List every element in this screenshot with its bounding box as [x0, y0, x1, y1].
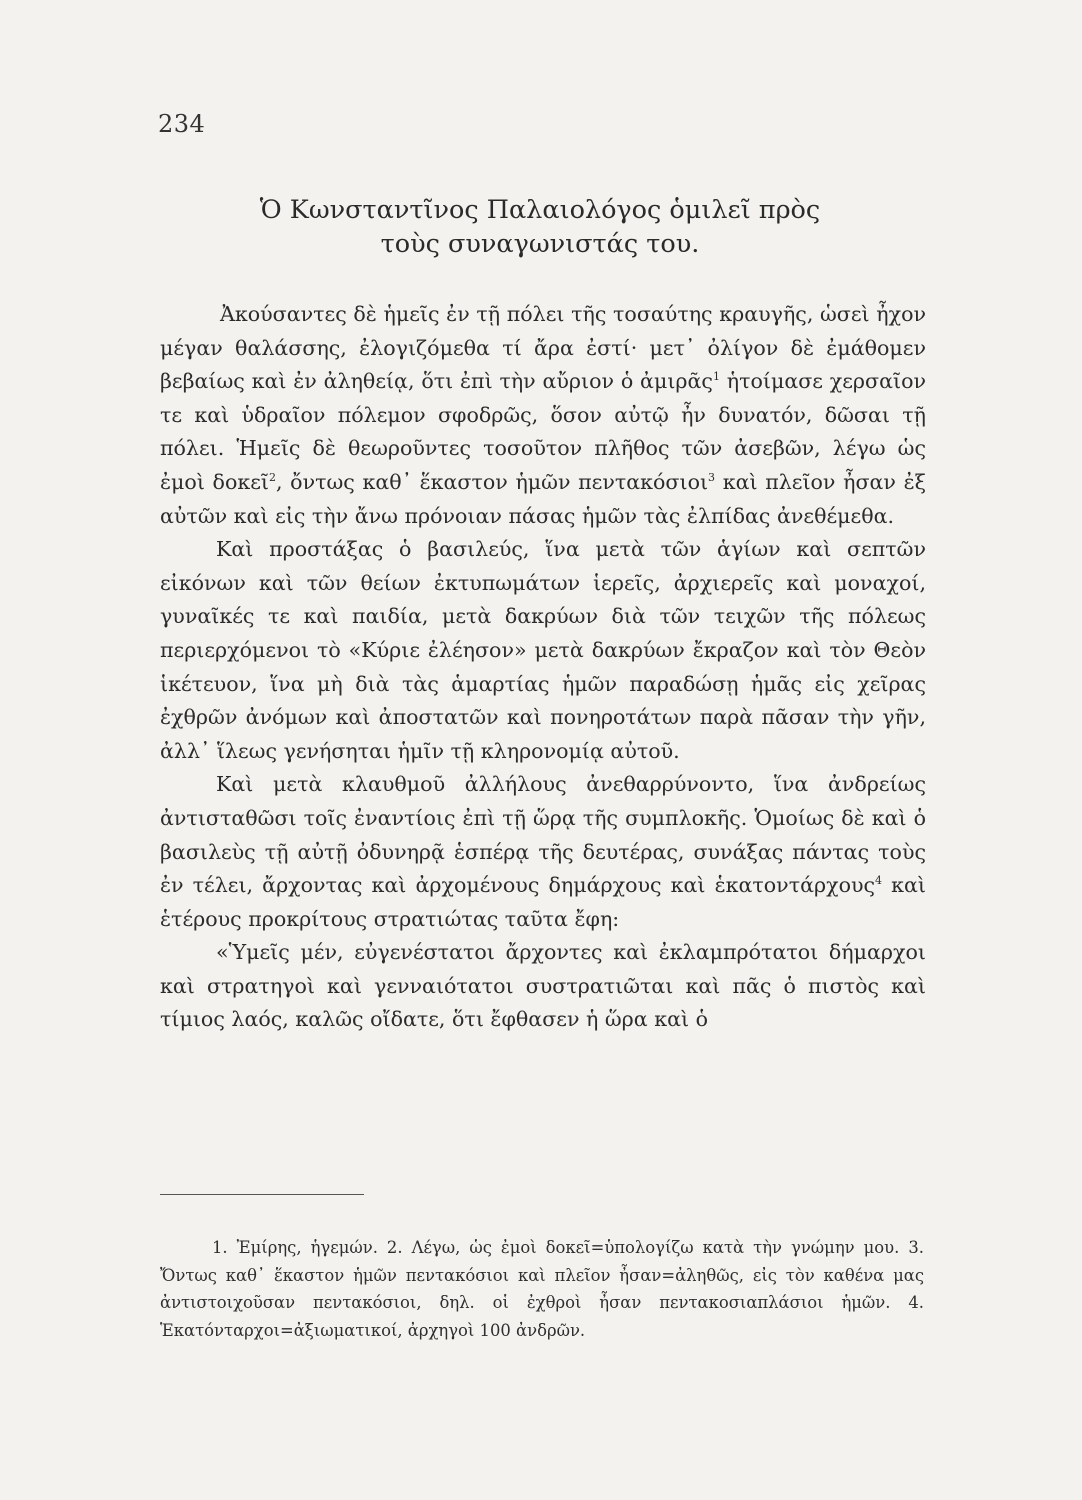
paragraph-text: , ὄντως καθ᾽ ἕκαστον ἡμῶν πεντακόσιοι — [275, 469, 709, 494]
paragraph — [160, 298, 926, 533]
paragraph-text: Καὶ προστάξας ὁ βασιλεύς, ἵνα μετὰ τῶν ἁγίων καὶ σεπτῶν εἰκόνων καὶ τῶν θείων ἐκτυπωμάτων ἱερεῖς, ἀρχιερεῖς καὶ μοναχοί, γυναῖκές τε καὶ παιδία, μετὰ δακρύων διὰ τῶν τειχῶν τῆς πόλεως περιερχόμενοι τὸ «Κύριε ἐλέησον» μετὰ δακρύων ἔκραζον καὶ τὸν Θεὸν ἱκέτευον, ἵνα μὴ διὰ τὰς ἁμαρτίας ἡμῶν παραδώσῃ ἡμᾶς εἰς χεῖρας ἐχθρῶν ἀνόμων καὶ ἀποστατῶν καὶ πονηροτάτων παρὰ πᾶσαν τὴν γῆν, ἀλλ᾽ ἵλεως γενήσηται ἡμῖν τῇ κληρονομίᾳ αὐτοῦ. — [160, 537, 926, 763]
footnotes — [160, 1234, 924, 1344]
section-title-line-1: Ὁ Κωνσταντῖνος Παλαιολόγος ὁμιλεῖ πρὸς — [259, 195, 821, 225]
footnote-divider — [160, 1194, 364, 1195]
paragraph-text: Καὶ μετὰ κλαυθμοῦ ἀλλήλους ἀνεθαρρύνοντο, ἵνα ἀνδρείως ἀντισταθῶσι τοῖς ἐναντίοις ἐπὶ τῇ ὥρᾳ τῆς συμπλοκῆς. Ὁμοίως δὲ καὶ ὁ βασιλεὺς τῇ αὐτῇ ὀδυνηρᾷ ἑσπέρᾳ τῆς δευτέρας, συνάξας πάντας τοὺς ἐν τέλει, ἄρχοντας καὶ ἀρχομένους δημάρχους καὶ ἑκατοντάρχους — [160, 772, 926, 898]
footnote-marker: 2 — [268, 471, 276, 485]
section-title-line-2: τοὺς συναγωνιστάς του. — [380, 229, 700, 259]
footnote-marker: 3 — [708, 471, 716, 485]
page-number: 234 — [158, 110, 206, 138]
paragraph — [160, 768, 926, 936]
section-title — [160, 193, 920, 261]
footnote-marker: 4 — [875, 874, 883, 888]
footnote-marker: 1 — [712, 370, 720, 384]
paragraph-text: καὶ ἑτέρους προκρίτους στρατιώτας ταῦτα ἔφη: — [160, 873, 926, 931]
paragraph-text: ἡτοίμασε χερσαῖον τε καὶ ὑδραῖον πόλεμον σφοδρῶς, ὅσον αὐτῷ ἦν δυνατόν, δῶσαι τῇ πόλει. Ἡμεῖς δὲ θεωροῦντες τοσοῦτον πλῆθος τῶν ἀσεβῶν, λέγω ὡς ἐμοὶ δοκεῖ — [160, 369, 926, 494]
footnotes-text: 1. Ἐμίρης, ἡγεμών. 2. Λέγω, ὡς ἐμοὶ δοκεῖ=ὑπολογίζω κατὰ τὴν γνώμην μου. 3. Ὄντως καθ᾽ ἕκαστον ἡμῶν πεντακόσιοι καὶ πλεῖον ἦσαν=ἀληθῶς, εἰς τὸν καθένα μας ἀντιστοιχοῦσαν πεντακόσιοι, δηλ. οἱ ἐχθροὶ ἦσαν πεντακοσιαπλάσιοι ἡμῶν. 4. Ἑκατόνταρχοι=ἀξιωματικοί, ἀρχηγοὶ 100 ἀνδρῶν. — [160, 1238, 924, 1340]
paragraph — [160, 533, 926, 768]
paragraph-text: Ἀκούσαντες δὲ ἡμεῖς ἐν τῇ πόλει τῆς τοσαύτης κραυγῆς, ὡσεὶ ἦχον μέγαν θαλάσσης, ἐλογιζόμεθα τί ἄρα ἐστί· μετ᾽ ὀλίγον δὲ ἐμάθομεν βεβαίως καὶ ἐν ἀληθείᾳ, ὅτι ἐπὶ τὴν αὔριον ὁ ἀμιρᾶς — [160, 302, 926, 394]
paragraph — [160, 936, 926, 1037]
paragraph-text: καὶ πλεῖον ἦσαν ἐξ αὐτῶν καὶ εἰς τὴν ἄνω πρόνοιαν πάσας ἡμῶν τὰς ἐλπίδας ἀνεθέμεθα. — [160, 469, 926, 528]
body-text — [160, 298, 926, 1037]
paragraph-text: «Ὑμεῖς μέν, εὐγενέστατοι ἄρχοντες καὶ ἐκλαμπρότατοι δήμαρχοι καὶ στρατηγοὶ καὶ γενναιότατοι συστρατιῶται καὶ πᾶς ὁ πιστὸς καὶ τίμιος λαός, καλῶς οἴδατε, ὅτι ἔφθασεν ἡ ὥρα καὶ ὁ — [160, 940, 926, 1032]
